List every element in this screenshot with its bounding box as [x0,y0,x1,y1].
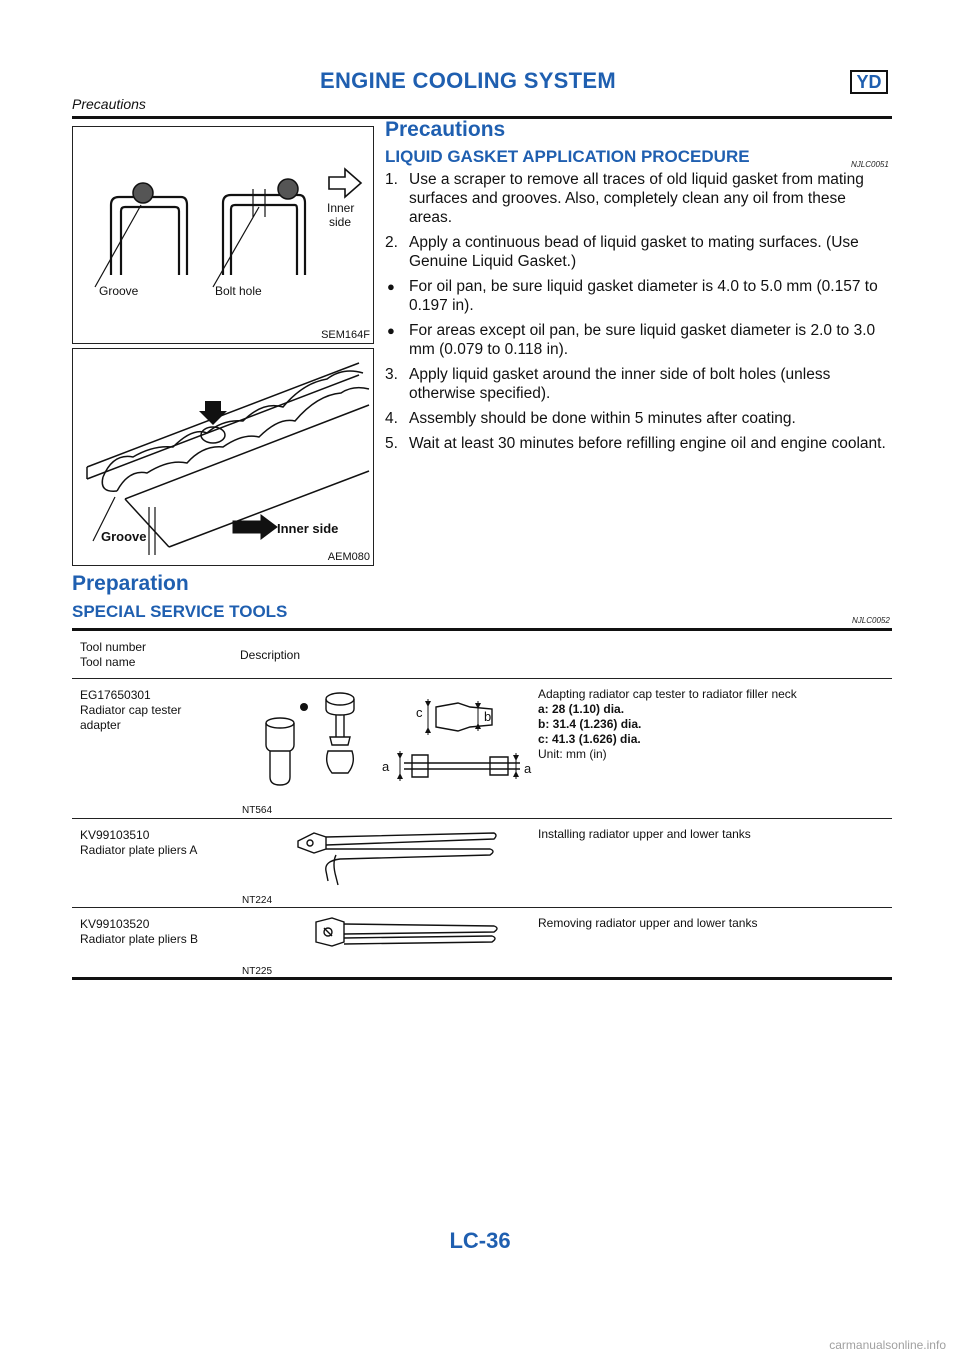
bullet-item: ● For oil pan, be sure liquid gasket diameter is 4.0 to 5.0 mm (0.157 to 0.197 in). [387,278,878,314]
table-header-row [72,631,892,679]
groove-label: Groove [101,529,147,544]
engine-badge: YD [850,70,888,94]
special-service-tools-heading: SPECIAL SERVICE TOOLS [72,602,288,621]
dim-label-b: b [484,709,492,724]
table-row [72,908,892,980]
special-service-tools-table [72,628,892,980]
figure-caption: NT225 [242,966,273,977]
table-row [72,679,892,819]
step-item: 1. Use a scraper to remove all traces of old liquid gasket from mating surfaces and grooves. Also, completely clean any oil from these areas. [385,171,864,226]
side-label: side [329,215,352,229]
step-item: 2. Apply a continuous bead of liquid gasket to mating surfaces. (Use Genuine Liquid Gasket.) [385,234,859,270]
spec-b: b: 31.4 (1.236) dia. [538,717,642,731]
step-item: 5. Wait at least 30 minutes before refilling engine oil and engine coolant. [385,435,886,452]
tool-id-cell: EG17650301 Radiator cap tester adapter [80,688,182,732]
section-title: ENGINE COOLING SYSTEM [320,68,616,93]
figure-aem080 [72,348,374,566]
tool-id-cell: KV99103510 Radiator plate pliers A [80,828,198,857]
section-subtitle: Precautions [72,96,146,112]
figure-caption: NT224 [242,895,273,906]
bolt-hole-label: Bolt hole [215,284,262,298]
figure-sem164f [72,126,374,344]
dim-label-a: a [382,759,390,774]
preparation-heading: Preparation [72,572,189,595]
step-item: 3. Apply liquid gasket around the inner side of bolt holes (unless otherwise specified). [385,366,831,402]
tool-figure-cell [240,908,538,980]
figure-caption: SEM164F [321,329,370,341]
dim-label-a: a [524,761,532,776]
unit-note: Unit: mm (in) [538,747,607,761]
section-code: NJLC0051 [851,160,889,169]
tool-description-cell: Installing radiator upper and lower tanks [538,827,751,841]
figure-caption: AEM080 [327,551,370,563]
spec-a: a: 28 (1.10) dia. [538,702,625,716]
inner-label: Inner [327,201,355,215]
precautions-heading: Precautions [385,118,506,141]
pliers-b-drawing [240,908,538,964]
groove-bolt-hole-diagram [73,127,373,343]
dim-label-c: c [416,705,423,720]
tool-figure-cell [240,679,538,819]
cap-tester-adapter-drawing [240,679,538,801]
watermark: carmanualsonline.info [829,1338,946,1352]
tool-description-cell: Removing radiator upper and lower tanks [538,916,758,930]
inner-side-label: Inner side [277,521,339,536]
tool-id-cell: KV99103520 Radiator plate pliers B [80,917,199,946]
figure-caption: NT564 [242,805,273,816]
procedure-steps [385,170,891,459]
spec-c: c: 41.3 (1.626) dia. [538,732,641,746]
header-tool-cell: Tool number Tool name [80,640,147,669]
header-description-cell: Description [240,648,301,662]
tool-description-cell: Adapting radiator cap tester to radiator filler neck a: 28 (1.10) dia. b: 31.4 (1.236) dia. c: 41.3 (1.626) dia. Unit: mm (in) [538,687,892,762]
liquid-gasket-heading: LIQUID GASKET APPLICATION PROCEDURE [385,147,750,166]
pliers-a-drawing [240,819,538,891]
bullet-item: ● For areas except oil pan, be sure liquid gasket diameter is 2.0 to 3.0 mm (0.079 to 0.118 in). [387,322,876,358]
table-row [72,819,892,908]
step-item: 4. Assembly should be done within 5 minutes after coating. [385,410,796,427]
section-code: NJLC0052 [852,616,890,625]
tool-figure-cell [240,819,538,908]
page-number: LC-36 [449,1228,511,1253]
groove-label: Groove [99,284,139,298]
